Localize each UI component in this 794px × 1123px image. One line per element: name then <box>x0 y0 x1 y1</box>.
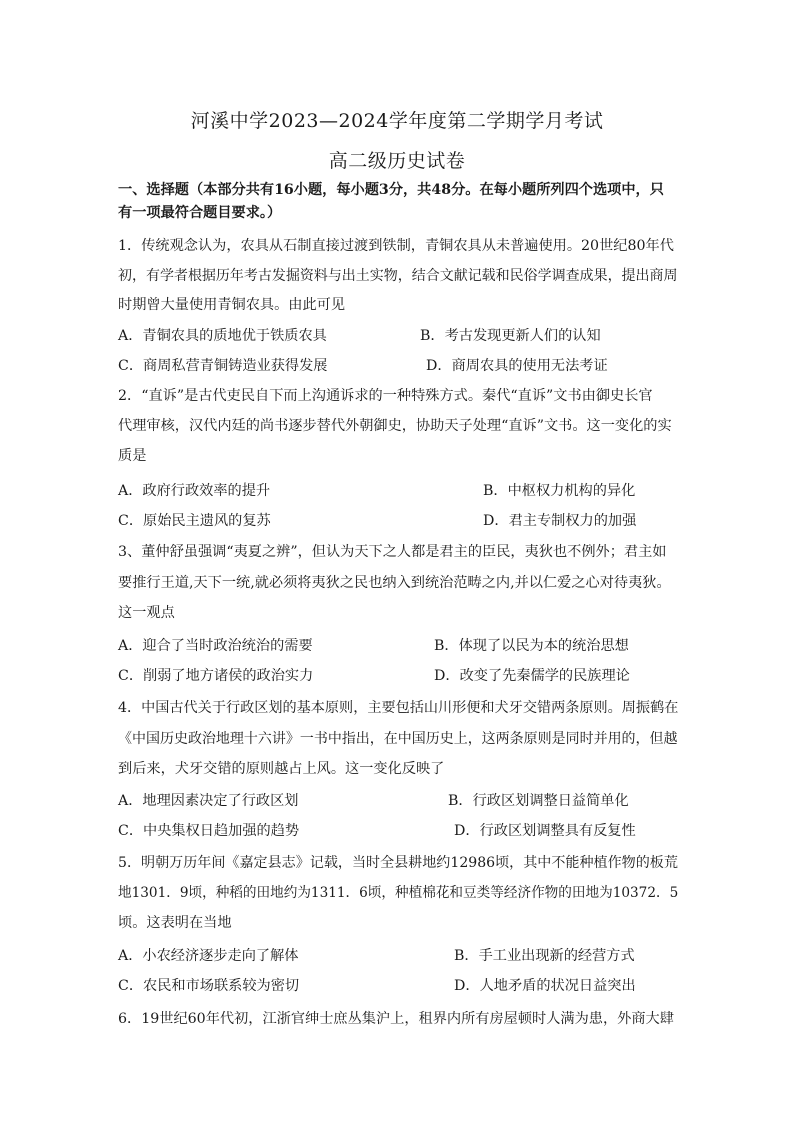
q6-stem-line-1: 6．19世纪60年代初，江浙官绅士庶丛集沪上，租界内所有房屋顿时人满为患，外商大肆 <box>118 1011 674 1027</box>
q3-option-a: A．迎合了当时政治统治的需要 <box>118 638 313 654</box>
q5-option-d: D．人地矛盾的状况日益突出 <box>454 978 636 994</box>
q2-option-c: C．原始民主遗风的复苏 <box>118 513 271 529</box>
q2-stem-line-1: 2．“直诉”是古代吏民自下而上沟通诉求的一种特殊方式。秦代“直诉”文书由御史长官 <box>118 388 653 404</box>
exam-subtitle: 高二级历史试卷 <box>328 150 466 172</box>
q4-stem-line-3: 到后来，犬牙交错的原则越占上风。这一变化反映了 <box>118 761 445 777</box>
q1-option-a: A．青铜农具的质地优于铁质农具 <box>118 328 327 344</box>
q2-option-b: B．中枢权力机构的异化 <box>483 483 636 499</box>
q1-stem-line-1: 1．传统观念认为，农具从石制直接过渡到铁制，青铜农具从未普遍使用。20世纪80年代 <box>118 238 674 254</box>
q1-stem-line-3: 时期曾大量使用青铜农具。由此可见 <box>118 297 346 313</box>
q2-stem-line-2: 代理审核，汉代内廷的尚书逐步替代外朝御史，协助天子处理“直诉”文书。这一变化的实 <box>118 418 672 434</box>
section-instruction-line-1: 一、选择题（本部分共有16小题，每小题3分，共48分。在每小题所列四个选项中，只 <box>118 182 664 198</box>
q2-option-a: A．政府行政效率的提升 <box>118 483 271 499</box>
q3-stem-line-1: 3、董仲舒虽强调“夷夏之辨”，但认为天下之人都是君主的臣民，夷狄也不例外；君主如 <box>118 544 667 560</box>
q5-stem-line-1: 5．明朝万历年间《嘉定县志》记载，当时全县耕地约12986顷，其中不能种植作物的板荒 <box>118 855 678 871</box>
q3-option-d: D．改变了先秦儒学的民族理论 <box>434 668 630 684</box>
q2-stem-line-3: 质是 <box>118 448 147 464</box>
q5-option-c: C．农民和市场联系较为密切 <box>118 978 300 994</box>
q1-stem-line-2: 初，有学者根据历年考古发掘资料与出土实物，结合文献记载和民俗学调查成果，提出商周 <box>118 268 678 284</box>
q1-option-b: B．考古发现更新人们的认知 <box>420 328 601 344</box>
q4-option-a: A．地理因素决定了行政区划 <box>118 793 299 809</box>
section-instruction-line-2: 有一项最符合题目要求。） <box>118 205 282 221</box>
q1-option-c: C．商周私营青铜铸造业获得发展 <box>118 358 328 374</box>
q4-option-c: C．中央集权日趋加强的趋势 <box>118 823 300 839</box>
q3-option-b: B．体现了以民为本的统治思想 <box>434 638 629 654</box>
q5-option-a: A．小农经济逐步走向了解体 <box>118 948 299 964</box>
q4-stem-line-2: 《中国历史政治地理十六讲》一书中指出，在中国历史上，这两条原则是同时并用的，但越 <box>118 731 678 747</box>
q5-stem-line-2: 地1301．9顷，种稻的田地约为1311．6顷，种植棉花和豆类等经济作物的田地为10372．5 <box>118 885 679 901</box>
q2-option-d: D．君主专制权力的加强 <box>483 513 637 529</box>
exam-title: 河溪中学2023—2024学年度第二学期学月考试 <box>190 110 604 132</box>
q3-stem-line-2: 要推行王道,天下一统,就必须将夷狄之民也纳入到统治范畴之内,并以仁爱之心对待夷狄。 <box>118 575 671 591</box>
q4-option-b: B．行政区划调整日益简单化 <box>448 793 629 809</box>
q3-option-c: C．削弱了地方诸侯的政治实力 <box>118 668 314 684</box>
q5-option-b: B．手工业出现新的经营方式 <box>454 948 635 964</box>
q4-stem-line-1: 4．中国古代关于行政区划的基本原则，主要包括山川形便和犬牙交错两条原则。周振鹤在 <box>118 700 679 716</box>
q1-option-d: D．商周农具的使用无法考证 <box>426 358 608 374</box>
q4-option-d: D．行政区划调整具有反复性 <box>454 823 636 839</box>
q3-stem-line-3: 这一观点 <box>118 605 175 621</box>
q5-stem-line-3: 顷。这表明在当地 <box>118 915 232 931</box>
